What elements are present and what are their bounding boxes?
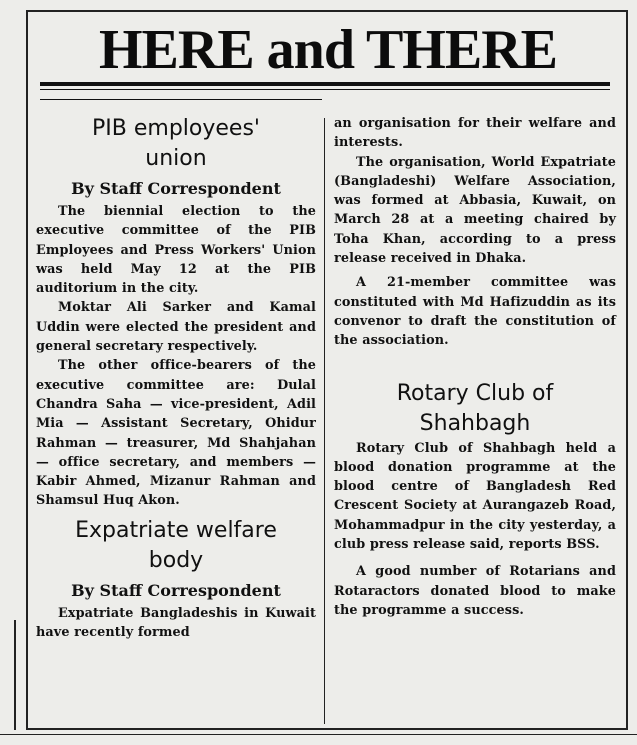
bottom-edge-rule (0, 734, 637, 735)
paragraph: The other office-bearers of the executive committee are: Dulal Chandra Saha — vice-president, Adil Mia — Assistant Secretary, Ohidur Rahman — treasurer, Md Shahjahan — office secretary, and members — Kabir Ahmed, Mizanur Rahman and Shamsul Huq Akon. (36, 358, 316, 509)
story-expatriate-continued (334, 114, 616, 351)
headline-pib-line1: PIB employees' (92, 116, 260, 141)
paragraph: an organisation for their welfare and interests. (334, 116, 616, 151)
right-column (334, 114, 616, 620)
headline-pib-line2: union (145, 146, 207, 171)
story-pib-union (36, 114, 316, 511)
section-title: HERE and THERE (98, 19, 558, 81)
headline-expatriate-line1: Expatriate welfare (75, 517, 277, 543)
byline-pib: By Staff Correspondent (71, 179, 281, 198)
masthead-rule-thin-2 (40, 99, 322, 100)
masthead-rule-thin (40, 89, 610, 90)
headline-expatriate-line2: body (148, 547, 204, 573)
paragraph: A good number of Rotarians and Rotaractors donated blood to make the programme a success. (334, 564, 616, 618)
story-rotary-club (334, 379, 616, 621)
paragraph: Expatriate Bangladeshis in Kuwait have recently formed (36, 605, 316, 641)
headline-rotary-line2: Shahbagh (419, 410, 531, 436)
masthead-rule-thick (40, 82, 610, 86)
headline-rotary-line1: Rotary Club of (396, 380, 554, 406)
paragraph: Moktar Ali Sarker and Kamal Uddin were elected the president and general secretary respectively. (36, 300, 316, 355)
paragraph: Rotary Club of Shahbagh held a blood donation programme at the blood centre of Bangladesh Red Crescent Society at Aurangazeb Road, Mohammadpur in the city yesterday, a club press release said, reports BSS. (334, 440, 616, 553)
left-column (36, 114, 316, 642)
left-edge-mark (14, 620, 16, 730)
column-divider (324, 118, 325, 724)
paragraph: The organisation, World Expatriate (Bangladeshi) Welfare Association, was formed at Abbasia, Kuwait, on March 28 at a meeting chaired by Toha Khan, according to a press release received in Dhaka. (334, 154, 616, 267)
paragraph: The biennial election to the executive committee of the PIB Employees and Press Workers' Union was held May 12 at the PIB auditorium in the city. (36, 204, 316, 297)
paragraph: A 21-member committee was constituted with Md Hafizuddin as its convenor to draft the constitution of the association. (334, 275, 616, 349)
story-expatriate-welfare (36, 516, 316, 643)
byline-expatriate: By Staff Correspondent (71, 580, 281, 600)
